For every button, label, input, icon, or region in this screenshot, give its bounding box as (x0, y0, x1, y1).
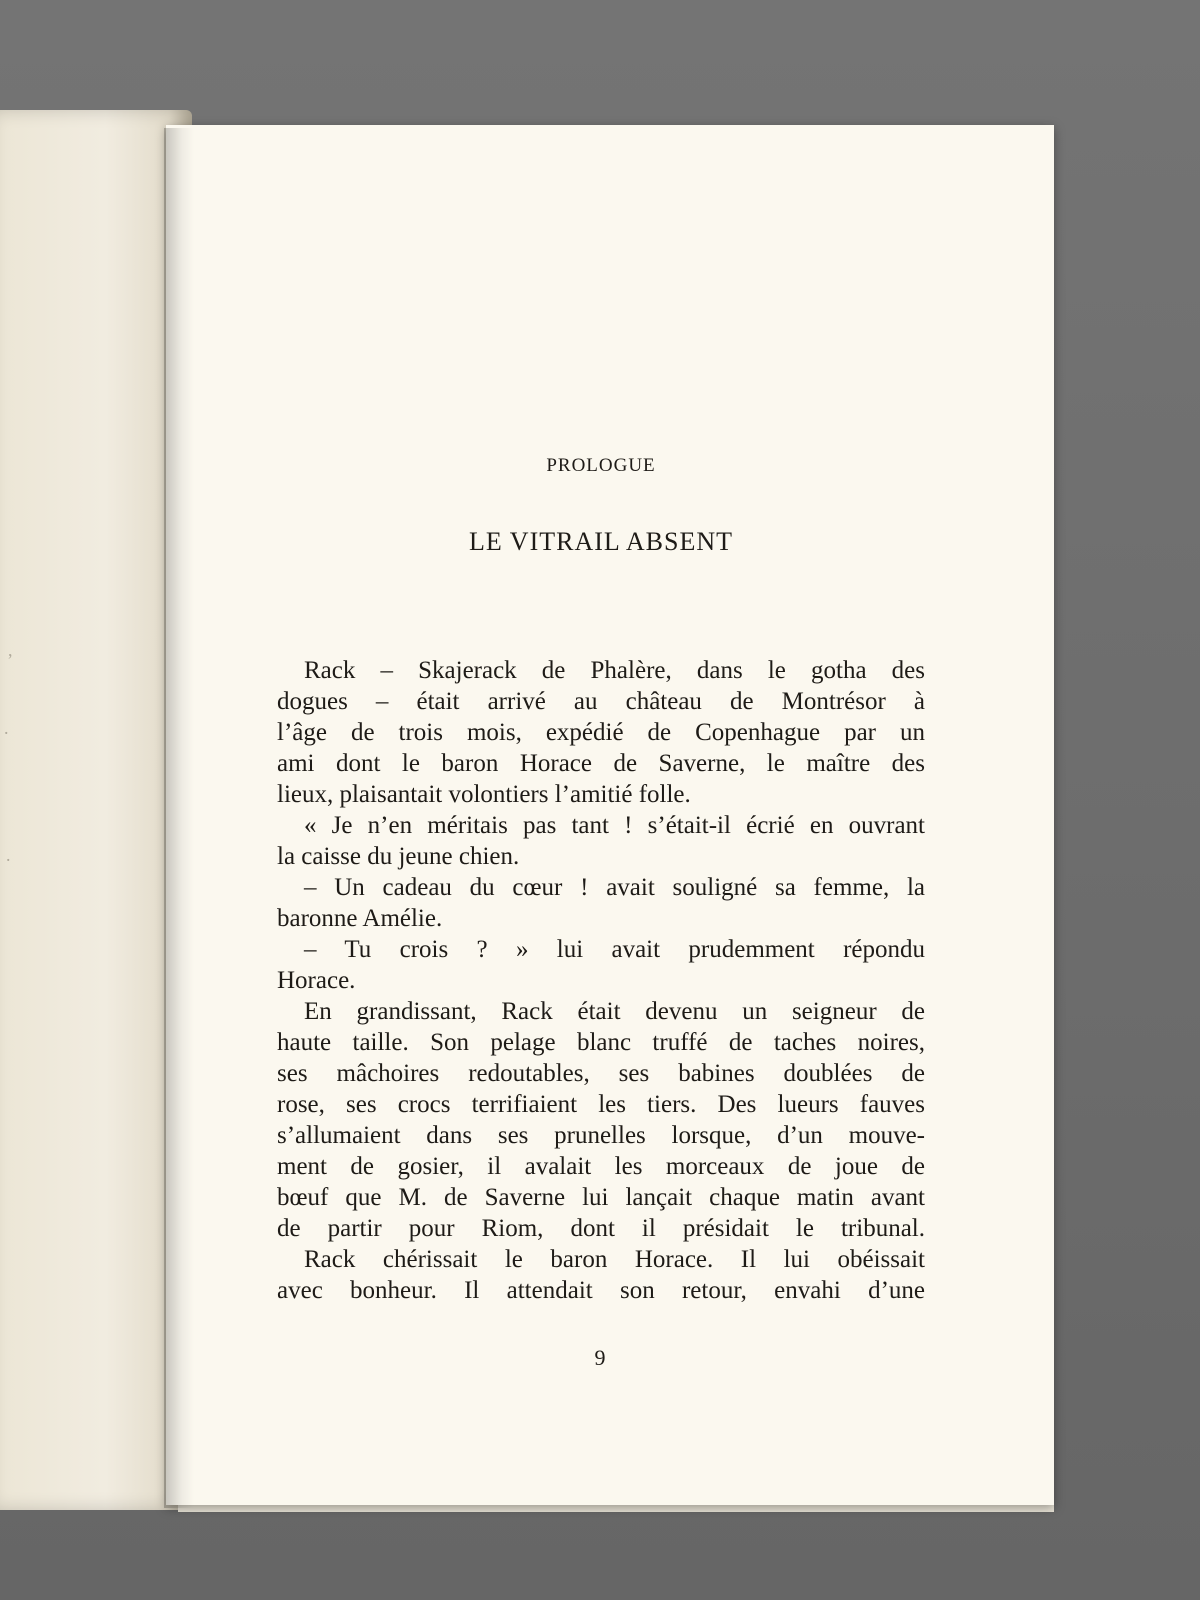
text-line: Rack chérissait le baron Horace. Il lui obéissait (304, 1246, 925, 1273)
text-line: ami dont le baron Horace de Saverne, le maître des (277, 750, 925, 777)
text-line: bœuf que M. de Saverne lui lançait chaque matin avant (277, 1184, 925, 1211)
text-line: Horace. (277, 967, 356, 994)
left-page-mark: . (4, 718, 9, 738)
text-line: lieux, plaisantait volontiers l’amitié folle. (277, 781, 691, 808)
text-line: dogues – était arrivé au château de Montrésor à (277, 688, 925, 715)
text-line: rose, ses crocs terrifiaient les tiers. Des lueurs fauves (277, 1091, 925, 1118)
text-line: Rack – Skajerack de Phalère, dans le gotha des (304, 657, 925, 684)
text-line: l’âge de trois mois, expédié de Copenhague par un (277, 719, 925, 746)
text-line: de partir pour Riom, dont il présidait le tribunal. (277, 1215, 925, 1242)
page-number: 9 (594, 1345, 606, 1370)
text-line: la caisse du jeune chien. (277, 843, 520, 870)
text-line: – Tu crois ? » lui avait prudemment répondu (304, 936, 925, 963)
text-line: avec bonheur. Il attendait son retour, envahi d’une (277, 1277, 925, 1304)
text-line: ses mâchoires redoutables, ses babines doublées de (277, 1060, 925, 1087)
text-line: ment de gosier, il avalait les morceaux de joue de (277, 1153, 925, 1180)
page-text-block (277, 455, 925, 1304)
left-page-mark: . (6, 845, 11, 865)
text-line: En grandissant, Rack était devenu un seigneur de (304, 998, 925, 1025)
text-line: « Je n’en méritais pas tant ! s’était-il écrié en ouvrant (304, 812, 925, 839)
left-page-mark: , (8, 640, 13, 660)
chapter-title: LE VITRAIL ABSENT (469, 527, 733, 556)
book-gutter-shadow (164, 128, 194, 1508)
text-line: s’allumaient dans ses prunelles lorsque, d’un mouve- (277, 1122, 925, 1149)
text-line: haute taille. Son pelage blanc truffé de taches noires, (277, 1029, 925, 1056)
body-text (277, 655, 925, 1306)
prologue-label: PROLOGUE (546, 455, 656, 476)
text-line: – Un cadeau du cœur ! avait souligné sa femme, la (304, 874, 925, 901)
text-line: baronne Amélie. (277, 905, 443, 932)
